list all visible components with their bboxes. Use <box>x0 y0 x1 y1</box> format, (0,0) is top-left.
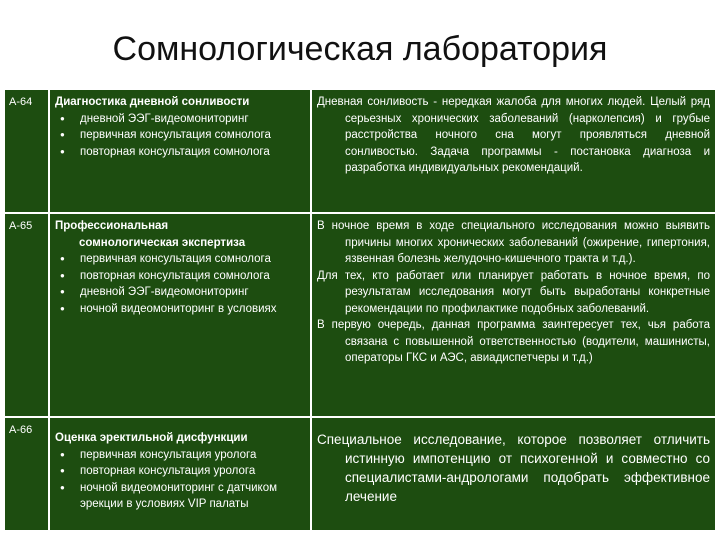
service-title-line: сомнологическая экспертиза <box>79 236 246 249</box>
list-item: ● повторная консультация сомнолога <box>55 268 305 285</box>
service-title-line: Профессиональная <box>55 220 169 232</box>
page-title: Сомнологическая лаборатория <box>112 30 608 68</box>
service-items <box>55 111 305 161</box>
table-row <box>4 213 716 417</box>
service-title: Диагностика дневной сонливости <box>55 96 250 108</box>
service-code: А-64 <box>4 89 49 213</box>
service-description <box>311 89 716 213</box>
service-items <box>55 447 305 513</box>
list-item: ● первичная консультация сомнолога <box>55 251 305 268</box>
service-code: А-65 <box>4 213 49 417</box>
description-paragraph: Специальное исследование, которое позволяет отличить истинную импотенцию от психогенной и совместно со специалистами-андрологами подобрать эффективное лечение <box>317 432 710 504</box>
service-description <box>311 213 716 417</box>
service-cell <box>49 213 311 417</box>
list-item: ● первичная консультация уролога <box>55 447 305 464</box>
description-paragraph: В первую очередь, данная программа заинтересует тех, чья работа связана с повышенной ответственностью (водители, машинисты, операторы ГКС и АЭС, авиадиспетчеры и т.д.) <box>317 319 710 364</box>
service-cell <box>49 417 311 531</box>
description-paragraph: Для тех, кто работает или планирует работать в ночное время, по результатам исследования могут быть выработаны конкретные рекомендации по профилактике подобных заболеваний. <box>317 269 710 315</box>
list-item: ● ночной видеомониторинг в условиях <box>55 301 305 318</box>
list-item: ● повторная консультация сомнолога <box>55 144 305 161</box>
service-cell <box>49 89 311 213</box>
services-table <box>3 88 717 532</box>
table-row <box>4 417 716 531</box>
service-code: А-66 <box>4 417 49 531</box>
description-paragraph: В ночное время в ходе специального исследования можно выявить причины многих хронических заболеваний (ожирение, гипертония, язвенная болезнь желудочно-кишечного тракта и т.д.). <box>317 220 710 265</box>
table-row <box>4 89 716 213</box>
service-items <box>55 251 305 317</box>
list-item: ● дневной ЭЭГ-видеомониторинг <box>55 111 305 128</box>
list-item: ● первичная консультация сомнолога <box>55 127 305 144</box>
description-paragraph: Дневная сонливость - нередкая жалоба для многих людей. Целый ряд серьезных хронических заболеваний (нарколепсия) и грубые расстройства ночного сна могут проявляться дневной сонливостью. Задача программы - постановка диагноза и разработка индивидуальных рекомендаций. <box>317 96 710 174</box>
list-item: ● ночной видеомониторинг с датчиком эрекции в условиях VIP палаты <box>55 480 305 513</box>
service-title: Оценка эректильной дисфункции <box>55 432 248 444</box>
list-item: ● дневной ЭЭГ-видеомониторинг <box>55 284 305 301</box>
service-title <box>55 218 305 251</box>
list-item: ● повторная консультация уролога <box>55 463 305 480</box>
service-description <box>311 417 716 531</box>
